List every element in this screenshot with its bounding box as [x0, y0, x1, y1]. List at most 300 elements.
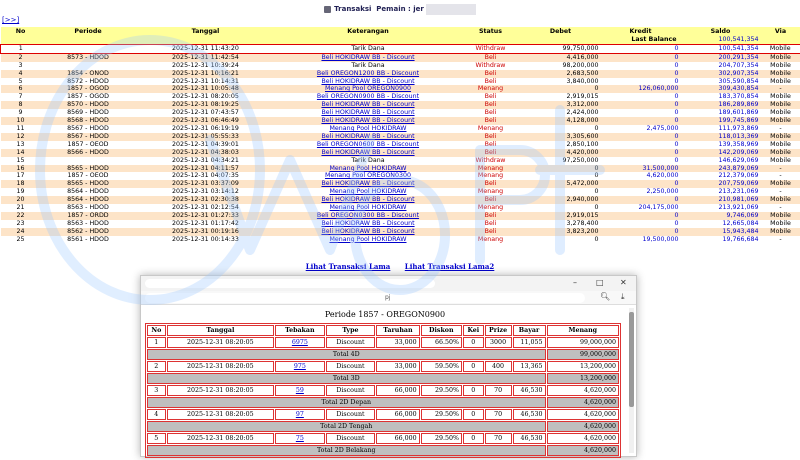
cell-tanggal: 2025-12-31 02:12:54: [136, 204, 276, 212]
cell-no: 11: [1, 125, 41, 133]
table-row: [1, 62, 800, 70]
old-transactions-links: [0, 262, 800, 271]
column-header: Saldo: [681, 27, 761, 36]
cell-periode: 8573 - HDOD: [41, 53, 136, 61]
cell-ket[interactable]: Beli HOKIDRAW BB - Discount: [276, 228, 461, 236]
detail-cell-type: Discount: [326, 337, 376, 348]
table-row: [1, 236, 800, 244]
cell-saldo: 183,370,854: [681, 93, 761, 101]
cell-periode: 8569 - HDOD: [41, 109, 136, 117]
cell-saldo: 199,745,869: [681, 117, 761, 125]
cell-no: 22: [1, 212, 41, 220]
cell-tanggal: 2025-12-31 10:05:48: [136, 85, 276, 93]
last-balance-label: Last Balance: [1, 36, 681, 44]
last-balance-value: 100,541,354: [681, 36, 761, 44]
cell-status: Beli: [461, 180, 521, 188]
cell-status: Menang: [461, 204, 521, 212]
cell-periode: 8565 - HDOD: [41, 180, 136, 188]
detail-cell-tebakan[interactable]: 975: [275, 361, 325, 372]
cell-ket[interactable]: Beli HOKIDRAW BB - Discount: [276, 133, 461, 141]
cell-status: Beli: [461, 70, 521, 78]
cell-periode: 1857 - ORDD: [41, 212, 136, 220]
cell-no: 24: [1, 228, 41, 236]
detail-cell-no: 5: [147, 433, 166, 444]
table-row: [1, 85, 800, 93]
cell-tanggal: 2025-12-31 06:19:19: [136, 125, 276, 133]
detail-cell-diskon: 66.50%: [421, 337, 462, 348]
popup-content: [141, 306, 629, 458]
table-row: [1, 157, 800, 165]
cell-ket[interactable]: Menang Pool OREGON0300: [276, 172, 461, 180]
cell-saldo: 146,629,069: [681, 157, 761, 165]
cell-status: Beli: [461, 117, 521, 125]
cell-periode: 8562 - HDOD: [41, 228, 136, 236]
detail-row: [147, 433, 619, 444]
detail-cell-taruhan: 66,000: [376, 385, 419, 396]
detail-cell-tebakan[interactable]: 59: [275, 385, 325, 396]
cell-via: Mobile: [761, 44, 800, 53]
cell-debet: 2,424,000: [521, 109, 601, 117]
table-row: [1, 78, 800, 86]
table-row: [1, 101, 800, 109]
column-header: Kredit: [601, 27, 681, 36]
cell-kredit: 0: [601, 141, 681, 149]
table-row: [1, 228, 800, 236]
detail-cell-menang: 4,620,000: [547, 385, 619, 396]
cell-tanggal: 2025-12-31 03:37:09: [136, 180, 276, 188]
cell-debet: 2,919,015: [521, 212, 601, 220]
cell-via: Mobile: [761, 62, 800, 70]
cell-debet: 3,278,400: [521, 220, 601, 228]
cell-saldo: 100,541,354: [681, 44, 761, 53]
cell-periode: 1857 - OEOD: [41, 172, 136, 180]
detail-column-header: Diskon: [421, 325, 462, 336]
column-header: Debet: [521, 27, 601, 36]
cell-via: Mobile: [761, 53, 800, 61]
table-row-highlighted: [1, 44, 800, 53]
cell-ket[interactable]: Beli HOKIDRAW BB - Discount: [276, 117, 461, 125]
cell-ket[interactable]: Menang Pool OREGON0900: [276, 85, 461, 93]
cell-ket: Tarik Dana: [276, 44, 461, 53]
page-header: [0, 0, 800, 18]
detail-cell-no: 3: [147, 385, 166, 396]
detail-cell-tanggal: 2025-12-31 08:20:05: [167, 361, 274, 372]
cell-ket[interactable]: Beli HOKIDRAW BB - Discount: [276, 109, 461, 117]
cell-kredit: 0: [601, 117, 681, 125]
popup-url-bar[interactable]: pj: [145, 293, 585, 303]
cell-ket[interactable]: Beli HOKIDRAW BB - Discount: [276, 196, 461, 204]
table-row: [1, 93, 800, 101]
cell-saldo: 213,921,069: [681, 204, 761, 212]
cell-periode: 1854 - ONOD: [41, 70, 136, 78]
cell-kredit: 4,620,000: [601, 172, 681, 180]
detail-cell-type: Discount: [326, 361, 376, 372]
cell-tanggal: 2025-12-31 08:20:05: [136, 93, 276, 101]
cell-no: 25: [1, 236, 41, 244]
detail-cell-diskon: 29.50%: [421, 433, 462, 444]
table-row: [1, 133, 800, 141]
cell-periode: 8563 - HDOD: [41, 204, 136, 212]
detail-column-header: No: [147, 325, 166, 336]
cell-debet: 98,200,000: [521, 62, 601, 70]
cell-no: 16: [1, 165, 41, 173]
detail-cell-menang: 4,620,000: [547, 409, 619, 420]
cell-kredit: 0: [601, 70, 681, 78]
table-header-row: [1, 27, 800, 36]
cell-kredit: 0: [601, 93, 681, 101]
cell-debet: 0: [521, 204, 601, 212]
cell-kredit: 204,175,000: [601, 204, 681, 212]
cell-no: 2: [1, 53, 41, 61]
cell-status: Menang: [461, 165, 521, 173]
total-label: Total 2D Depan: [147, 397, 546, 408]
cell-ket: Tarik Dana: [276, 62, 461, 70]
cell-status: Beli: [461, 212, 521, 220]
detail-row: [147, 409, 619, 420]
cell-kredit: 0: [601, 133, 681, 141]
cell-debet: 99,750,000: [521, 44, 601, 53]
cell-via: Mobile: [761, 93, 800, 101]
total-label: Total 4D: [147, 349, 546, 360]
cell-ket[interactable]: Menang Pool HOKIDRAW: [276, 236, 461, 244]
cell-tanggal: 2025-12-31 10:14:31: [136, 78, 276, 86]
cell-ket[interactable]: Beli HOKIDRAW BB - Discount: [276, 180, 461, 188]
detail-cell-prize: 70: [485, 433, 512, 444]
detail-cell-prize: 70: [485, 385, 512, 396]
cell-kredit: 0: [601, 220, 681, 228]
detail-total-row: [147, 445, 619, 456]
cell-tanggal: 2025-12-31 00:14:33: [136, 236, 276, 244]
header-pemain: Pemain : jer: [376, 5, 424, 13]
detail-cell-tanggal: 2025-12-31 08:20:05: [167, 409, 274, 420]
cell-debet: 5,472,000: [521, 180, 601, 188]
cell-status: Beli: [461, 93, 521, 101]
cell-periode: 8561 - HDOD: [41, 236, 136, 244]
column-header: Via: [761, 27, 800, 36]
cell-ket[interactable]: Menang Pool HOKIDRAW: [276, 204, 461, 212]
detail-row: [147, 361, 619, 372]
cell-periode: 8564 - HDOD: [41, 196, 136, 204]
detail-column-header: Bayar: [513, 325, 546, 336]
cell-status: Menang: [461, 172, 521, 180]
blurred-username: [426, 4, 476, 15]
cell-saldo: 12,665,084: [681, 220, 761, 228]
detail-column-header: Type: [326, 325, 376, 336]
cell-saldo: 142,209,069: [681, 149, 761, 157]
detail-cell-diskon: 29.50%: [421, 385, 462, 396]
cell-via: -: [761, 172, 800, 180]
cell-periode: 8565 - HDOD: [41, 165, 136, 173]
total-value: 99,000,000: [547, 349, 619, 360]
transaction-icon: [324, 6, 331, 13]
detail-cell-prize: 3000: [485, 337, 512, 348]
cell-status: Beli: [461, 133, 521, 141]
cell-kredit: 0: [601, 78, 681, 86]
detail-cell-prize: 70: [485, 409, 512, 420]
cell-periode: 8564 - HDOD: [41, 188, 136, 196]
cell-saldo: 139,358,969: [681, 141, 761, 149]
cell-no: 1: [1, 44, 41, 53]
table-row: [1, 196, 800, 204]
cell-ket[interactable]: Beli OREGON0900 BB - Discount: [276, 93, 461, 101]
cell-debet: 2,850,100: [521, 141, 601, 149]
cell-via: Mobile: [761, 220, 800, 228]
cell-status: Beli: [461, 78, 521, 86]
cell-via: -: [761, 204, 800, 212]
cell-saldo: 210,981,069: [681, 196, 761, 204]
detail-column-header: Taruhan: [376, 325, 419, 336]
periode-title: Periode 1857 - OREGON0900: [324, 310, 446, 319]
column-header: Keterangan: [276, 27, 461, 36]
cell-debet: 0: [521, 188, 601, 196]
detail-cell-tebakan[interactable]: 75: [275, 433, 325, 444]
cell-periode: 8566 - HDOD: [41, 149, 136, 157]
cell-via: Mobile: [761, 109, 800, 117]
detail-cell-no: 1: [147, 337, 166, 348]
cell-no: 9: [1, 109, 41, 117]
detail-column-header: Menang: [547, 325, 619, 336]
cell-ket: Tarik Dana: [276, 157, 461, 165]
table-row: [1, 188, 800, 196]
cell-status: Beli: [461, 228, 521, 236]
total-label: Total 3D: [147, 373, 546, 384]
cell-debet: 0: [521, 172, 601, 180]
table-row: [1, 117, 800, 125]
detail-column-header: Tebakan: [275, 325, 325, 336]
cell-ket[interactable]: Beli HOKIDRAW BB - Discount: [276, 220, 461, 228]
table-row: [1, 53, 800, 61]
cell-tanggal: 2025-12-31 07:43:57: [136, 109, 276, 117]
close-icon[interactable]: ✕: [620, 278, 627, 287]
cell-via: Mobile: [761, 180, 800, 188]
cell-periode: [41, 44, 136, 53]
cell-via: -: [761, 188, 800, 196]
detail-cell-tanggal: 2025-12-31 08:20:05: [167, 385, 274, 396]
popup-titlebar: [141, 276, 636, 291]
cell-status: Beli: [461, 196, 521, 204]
cell-saldo: 19,766,684: [681, 236, 761, 244]
cell-kredit: 2,250,000: [601, 188, 681, 196]
cell-kredit: 0: [601, 157, 681, 165]
cell-debet: 2,919,015: [521, 93, 601, 101]
cell-periode: [41, 157, 136, 165]
maximize-icon[interactable]: □: [596, 278, 604, 287]
cell-kredit: 0: [601, 109, 681, 117]
popup-scrollbar[interactable]: [629, 308, 634, 453]
cell-ket[interactable]: Beli HOKIDRAW BB - Discount: [276, 149, 461, 157]
total-value: 4,620,000: [547, 421, 619, 432]
detail-column-header: Kei: [463, 325, 484, 336]
cell-tanggal: 2025-12-31 01:27:33: [136, 212, 276, 220]
cell-kredit: 19,500,000: [601, 236, 681, 244]
detail-cell-no: 2: [147, 361, 166, 372]
table-row: [1, 141, 800, 149]
cell-ket[interactable]: Beli HOKIDRAW BB - Discount: [276, 101, 461, 109]
cell-saldo: 200,291,354: [681, 53, 761, 61]
cell-status: Menang: [461, 236, 521, 244]
cell-periode: [41, 62, 136, 70]
cell-periode: 8563 - HDOD: [41, 220, 136, 228]
cell-saldo: 302,907,354: [681, 70, 761, 78]
detail-cell-taruhan: 66,000: [376, 409, 419, 420]
detail-column-header: Tanggal: [167, 325, 274, 336]
cell-saldo: 15,943,484: [681, 228, 761, 236]
detail-cell-kei: 0: [463, 409, 484, 420]
cell-via: Mobile: [761, 141, 800, 149]
detail-column-header: Prize: [485, 325, 512, 336]
table-row: [1, 180, 800, 188]
cell-debet: 4,416,000: [521, 53, 601, 61]
detail-cell-kei: 0: [463, 361, 484, 372]
cell-ket[interactable]: Menang Pool HOKIDRAW: [276, 125, 461, 133]
scrollbar-thumb[interactable]: [629, 312, 634, 407]
cell-via: Mobile: [761, 78, 800, 86]
detail-total-row: [147, 397, 619, 408]
cell-kredit: 0: [601, 228, 681, 236]
table-row: [1, 204, 800, 212]
next-page-link[interactable]: [>>]: [2, 16, 20, 24]
cell-status: Menang: [461, 188, 521, 196]
cell-saldo: 111,973,869: [681, 125, 761, 133]
total-value: 4,620,000: [547, 397, 619, 408]
cell-status: Menang: [461, 125, 521, 133]
detail-cell-kei: 0: [463, 385, 484, 396]
cell-no: 3: [1, 62, 41, 70]
cell-tanggal: 2025-12-31 08:19:25: [136, 101, 276, 109]
cell-tanggal: 2025-12-31 02:30:38: [136, 196, 276, 204]
cell-via: Mobile: [761, 196, 800, 204]
periode-detail-popup: [140, 275, 637, 457]
detail-cell-tanggal: 2025-12-31 08:20:05: [167, 433, 274, 444]
cell-ket[interactable]: Beli HOKIDRAW BB - Discount: [276, 53, 461, 61]
total-value: 13,200,000: [547, 373, 619, 384]
cell-debet: 3,823,200: [521, 228, 601, 236]
cell-tanggal: 2025-12-31 04:34:21: [136, 157, 276, 165]
detail-cell-bayar: 11,055: [513, 337, 546, 348]
cell-via: Mobile: [761, 228, 800, 236]
cell-tanggal: 2025-12-31 04:38:03: [136, 149, 276, 157]
cell-tanggal: 2025-12-31 01:17:42: [136, 220, 276, 228]
cell-tanggal: 2025-12-31 04:07:35: [136, 172, 276, 180]
cell-no: 7: [1, 93, 41, 101]
detail-cell-tebakan[interactable]: 97: [275, 409, 325, 420]
cell-tanggal: 2025-12-31 04:11:57: [136, 165, 276, 173]
cell-periode: 8568 - HDOD: [41, 117, 136, 125]
cell-via: -: [761, 165, 800, 173]
cell-no: 10: [1, 117, 41, 125]
cell-ket[interactable]: Beli OREGON0300 BB - Discount: [276, 212, 461, 220]
detail-cell-menang: 99,000,000: [547, 337, 619, 348]
cell-status: Beli: [461, 109, 521, 117]
detail-total-row: [147, 421, 619, 432]
lihat-transaksi-lama-link[interactable]: Lihat Transaksi Lama: [305, 262, 391, 271]
cell-debet: 3,312,000: [521, 101, 601, 109]
cell-ket[interactable]: Beli OREGON1200 BB - Discount: [276, 70, 461, 78]
cell-ket[interactable]: Beli HOKIDRAW BB - Discount: [276, 78, 461, 86]
cell-status: Withdraw: [461, 62, 521, 70]
cell-saldo: 118,013,369: [681, 133, 761, 141]
detail-cell-type: Discount: [326, 385, 376, 396]
cell-tanggal: 2025-12-31 11:43:20: [136, 44, 276, 53]
zoom-icon[interactable]: 🔍︎: [600, 292, 611, 301]
lihat-transaksi-lama2-link[interactable]: Lihat Transaksi Lama2: [404, 262, 495, 271]
cell-via: Mobile: [761, 117, 800, 125]
table-row: [1, 220, 800, 228]
popup-title-blurred: [145, 279, 435, 288]
column-header: Periode: [41, 27, 136, 36]
detail-cell-tanggal: 2025-12-31 08:20:05: [167, 337, 274, 348]
minimize-icon[interactable]: –: [573, 278, 577, 287]
cell-tanggal: 2025-12-31 03:14:12: [136, 188, 276, 196]
cell-saldo: 212,379,069: [681, 172, 761, 180]
detail-cell-taruhan: 33,000: [376, 337, 419, 348]
cell-status: Beli: [461, 220, 521, 228]
cell-saldo: 213,231,069: [681, 188, 761, 196]
cell-saldo: 189,601,869: [681, 109, 761, 117]
cell-via: Mobile: [761, 212, 800, 220]
cell-status: Withdraw: [461, 44, 521, 53]
cell-debet: 0: [521, 165, 601, 173]
column-header: No: [1, 27, 41, 36]
cell-saldo: 309,430,854: [681, 85, 761, 93]
cell-no: 15: [1, 157, 41, 165]
cell-periode: 8570 - HDOD: [41, 101, 136, 109]
cell-ket[interactable]: Menang Pool HOKIDRAW: [276, 165, 461, 173]
cell-ket[interactable]: Beli OREGON0600 BB - Discount: [276, 141, 461, 149]
cell-kredit: 0: [601, 180, 681, 188]
cell-via: Mobile: [761, 149, 800, 157]
table-row: [1, 125, 800, 133]
detail-cell-menang: 13,200,000: [547, 361, 619, 372]
cell-status: Beli: [461, 53, 521, 61]
detail-cell-bayar: 46,530: [513, 409, 546, 420]
detail-cell-tebakan[interactable]: 6975: [275, 337, 325, 348]
cell-saldo: 243,879,069: [681, 165, 761, 173]
cell-status: Beli: [461, 101, 521, 109]
cell-no: 18: [1, 180, 41, 188]
detail-cell-kei: 0: [463, 337, 484, 348]
total-label: Total 2D Tengah: [147, 421, 546, 432]
download-icon[interactable]: ⤓: [621, 292, 625, 301]
cell-no: 13: [1, 141, 41, 149]
cell-no: 20: [1, 196, 41, 204]
cell-ket[interactable]: Menang Pool HOKIDRAW: [276, 188, 461, 196]
cell-no: 4: [1, 70, 41, 78]
detail-cell-diskon: 29.50%: [421, 409, 462, 420]
total-label: Total 2D Belakang: [147, 445, 546, 456]
cell-no: 5: [1, 78, 41, 86]
detail-cell-bayar: 46,530: [513, 385, 546, 396]
cell-via: Mobile: [761, 70, 800, 78]
detail-cell-type: Discount: [326, 409, 376, 420]
detail-cell-kei: 0: [463, 433, 484, 444]
cell-debet: 0: [521, 85, 601, 93]
detail-cell-bayar: 13,365: [513, 361, 546, 372]
cell-kredit: 0: [601, 53, 681, 61]
cell-debet: 3,840,000: [521, 78, 601, 86]
detail-cell-taruhan: 33,000: [376, 361, 419, 372]
cell-via: Mobile: [761, 157, 800, 165]
cell-no: 8: [1, 101, 41, 109]
cell-no: 21: [1, 204, 41, 212]
detail-cell-type: Discount: [326, 433, 376, 444]
cell-kredit: 0: [601, 101, 681, 109]
popup-toolbar: [141, 291, 636, 305]
cell-no: 19: [1, 188, 41, 196]
cell-saldo: 9,746,069: [681, 212, 761, 220]
cell-status: Beli: [461, 149, 521, 157]
last-balance-row: [1, 36, 800, 44]
